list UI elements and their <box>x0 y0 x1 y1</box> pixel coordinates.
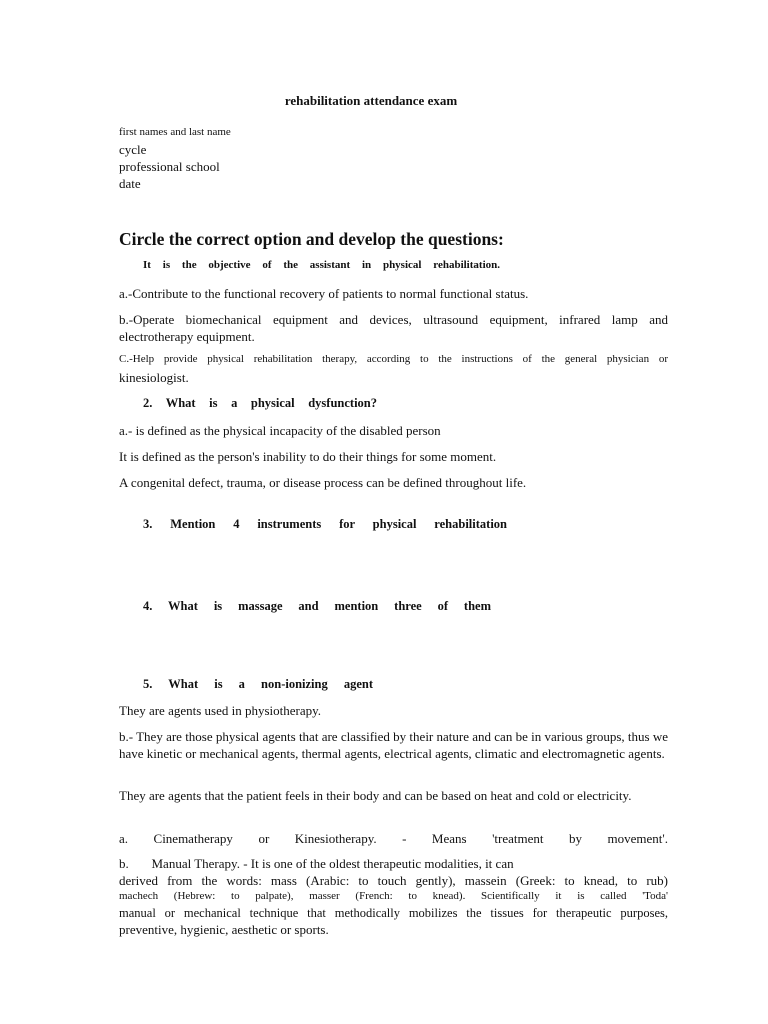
q5-item-b-line3: machech (Hebrew: to palpate), masser (French: to knead). Scientifically it is called 'Toda' <box>119 890 668 902</box>
q1-option-a: a.-Contribute to the functional recovery of patients to normal functional status. <box>119 286 529 301</box>
q5-item-b-line4: manual or mechanical technique that methodically mobilizes the tissues for therapeutic purposes, <box>119 906 668 920</box>
q5-item-b-line5: preventive, hygienic, aesthetic or sports. <box>119 922 329 937</box>
exam-title: rehabilitation attendance exam <box>284 93 458 108</box>
question-5: 5. What is a non-ionizing agent <box>143 677 373 691</box>
q5-option-a: They are agents used in physiotherapy. <box>119 703 322 718</box>
question-4: 4. What is massage and mention three of them <box>143 599 491 613</box>
q5-option-b: b.- They are those physical agents that are classified by their nature and can be in various groups, thus we have kinetic or mechanical agents, thermal agents, electrical agents, climatic and electromagnetic agents. <box>119 729 668 761</box>
question-2: 2. What is a physical dysfunction? <box>143 396 377 410</box>
q2-option-a: a.- is defined as the physical incapacity of the disabled person <box>119 423 441 438</box>
field-school: professional school <box>119 159 220 174</box>
q5-item-b-line1: b. Manual Therapy. - It is one of the oldest therapeutic modalities, it can <box>119 856 514 871</box>
q5-item-b-line2: derived from the words: mass (Arabic: to touch gently), massein (Greek: to knead, to rub) <box>119 873 668 888</box>
q1-option-b: b.-Operate biomechanical equipment and devices, ultrasound equipment, infrared lamp and electrotherapy equipment. <box>119 312 668 344</box>
field-names: first names and last name <box>119 126 231 138</box>
q2-option-c: A congenital defect, trauma, or disease process can be defined throughout life. <box>119 475 527 490</box>
field-date: date <box>119 176 141 191</box>
field-cycle: cycle <box>119 142 147 157</box>
q5-item-a: a. Cinematherapy or Kinesiotherapy. - Means 'treatment by movement'. <box>119 831 668 846</box>
q2-option-b: It is defined as the person's inability to do their things for some moment. <box>119 449 497 464</box>
q5-option-c: They are agents that the patient feels in their body and can be based on heat and cold or electricity. <box>119 788 632 803</box>
question-1: It is the objective of the assistant in physical rehabilitation. <box>143 259 500 271</box>
question-3: 3. Mention 4 instruments for physical rehabilitation <box>143 517 507 531</box>
q1-option-c-line1: C.-Help provide physical rehabilitation therapy, according to the instructions of the general physician or <box>119 353 668 365</box>
q1-option-c-line2: kinesiologist. <box>119 370 189 385</box>
instruction-heading: Circle the correct option and develop the questions: <box>119 229 504 249</box>
